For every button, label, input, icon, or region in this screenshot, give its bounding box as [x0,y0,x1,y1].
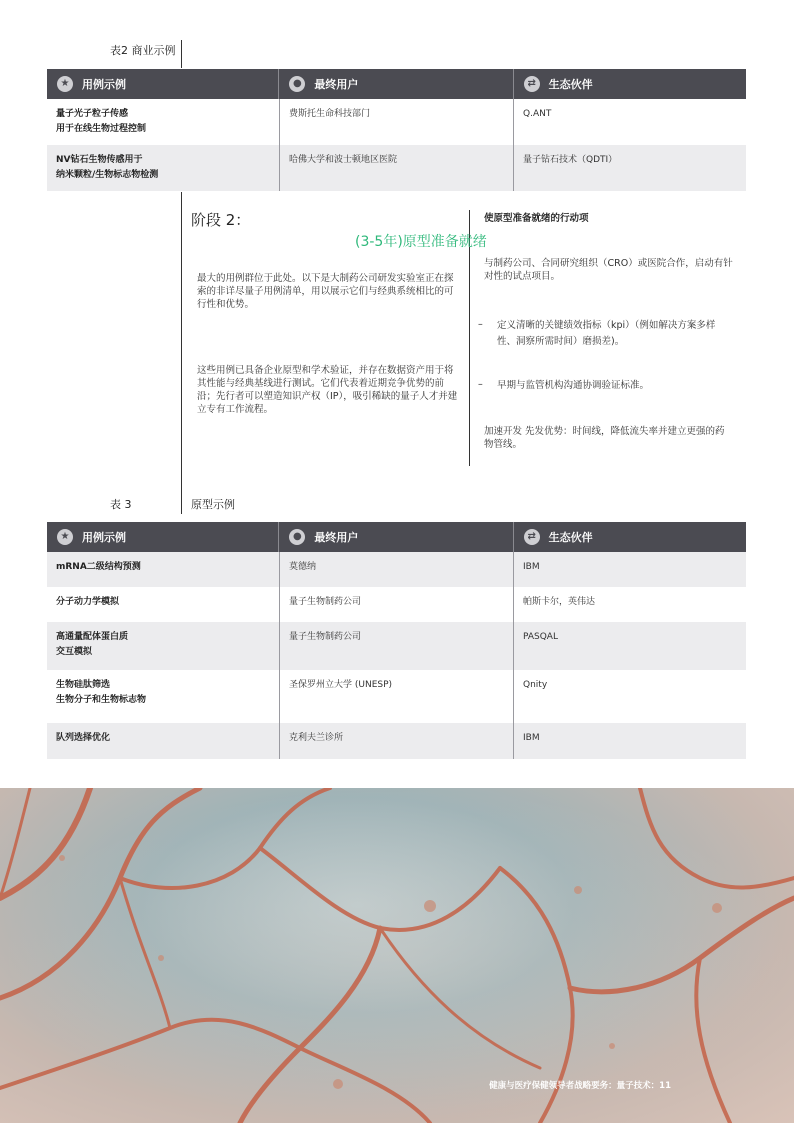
stage-title: 阶段 2： [191,211,251,229]
use-case-cell: 分子动力学模拟 [56,597,120,607]
use-case-cell: 量子光子粒子传感 用于在线生物过程控制 [56,109,147,134]
header-use-case [47,69,278,99]
stage-subtitle: (3-5年)原型准备就绪 [355,234,487,250]
table-row [47,670,746,723]
end-user-cell: 克利夫兰诊所 [279,723,513,759]
partner-cell: 量子钻石技术（QDTI） [513,145,746,191]
table3 [47,522,746,759]
hero-molecular-image [0,788,794,1123]
action-item-1: 与制药公司、合同研究组织（CRO）或医院合作，启动有针对性的试点项目。 [484,258,733,282]
stage-paragraph-1: 最大的用例群位于此处。以下是大制药公司研发实验室正在探索的非详尽量子用例清单，用以展示它们与经典系统相比的可行性和优势。 [197,273,454,310]
table2-caption: 表2 商业示例 [110,44,176,57]
stage-paragraph-2: 这些用例已具备企业原型和学术验证，并存在数据资产用于将其性能与经典基线进行测试。它们代表着近期竞争优势的前沿；先行者可以塑造知识产权（IP），吸引稀缺的量子人才并建立专有工作流程。 [197,365,458,415]
caption-divider [181,40,182,68]
header-label: 生态伙伴 [548,531,593,544]
person-icon: ● [289,76,305,92]
page-footer: 健康与医疗保健领导者战略要务：量子技术：11 [489,1081,671,1091]
header-label: 用例示例 [82,78,126,91]
action-item-2 [478,318,734,350]
end-user-cell: 莫德纳 [279,552,513,587]
table2-header [47,69,746,99]
end-user-cell: 哈佛大学和波士顿地区医院 [279,145,513,191]
use-case-cell: 生物硅肽筛选 生物分子和生物标志物 [56,680,147,705]
use-case-cell: NV钻石生物传感用于 纳米颗粒/生物标志物检测 [56,155,159,180]
header-partner [513,522,746,552]
end-user-cell: 量子生物制药公司 [279,622,513,670]
table-row [47,145,746,191]
action-item-4: 加速开发 先发优势：时间线，降低流失率并建立更强的药物管线。 [484,426,725,450]
section-divider-left [181,192,182,514]
star-badge-icon: ★ [57,529,73,545]
table2 [47,69,746,191]
header-end-user [278,522,512,552]
partner-cell: IBM [513,552,746,587]
header-partner [513,69,746,99]
partner-cell: Q.ANT [513,99,746,145]
end-user-cell: 圣保罗州立大学 (UNESP) [279,670,513,723]
table3-caption-title: 原型示例 [191,498,235,511]
header-label: 最终用户 [314,78,359,91]
header-use-case [47,522,278,552]
table-row [47,723,746,759]
table3-header [47,522,746,552]
handshake-icon: ⇄ [524,529,540,545]
partner-cell: 帕斯卡尔，英伟达 [513,587,746,622]
partner-cell: IBM [513,723,746,759]
table3-caption-number: 表 3 [110,498,132,511]
dash-bullet: – [478,319,483,330]
network-illustration [0,788,794,1123]
action-text: 定义清晰的关键绩效指标（kpi）（例如解决方案多样性、洞察所需时间）磨损差)。 [497,320,716,347]
use-case-cell: mRNA二级结构预测 [56,562,141,572]
table-row [47,99,746,145]
actions-title: 使原型准备就绪的行动项 [484,213,589,224]
end-user-cell: 费斯托生命科技部门 [279,99,513,145]
partner-cell: Qnity [513,670,746,723]
end-user-cell: 量子生物制药公司 [279,587,513,622]
action-item-3 [478,378,734,394]
header-label: 最终用户 [314,531,359,544]
table-row [47,552,746,587]
use-case-cell: 高通量配体蛋白质 交互模拟 [56,632,129,657]
header-end-user [278,69,512,99]
handshake-icon: ⇄ [524,76,540,92]
person-icon: ● [289,529,305,545]
action-text: 早期与监管机构沟通协调验证标准。 [497,380,650,391]
star-badge-icon: ★ [57,76,73,92]
dash-bullet: – [478,379,483,390]
partner-cell: PASQAL [513,622,746,670]
header-label: 用例示例 [82,531,126,544]
header-label: 生态伙伴 [548,78,593,91]
table-row [47,587,746,622]
table-row [47,622,746,670]
use-case-cell: 队列选择优化 [56,733,111,743]
